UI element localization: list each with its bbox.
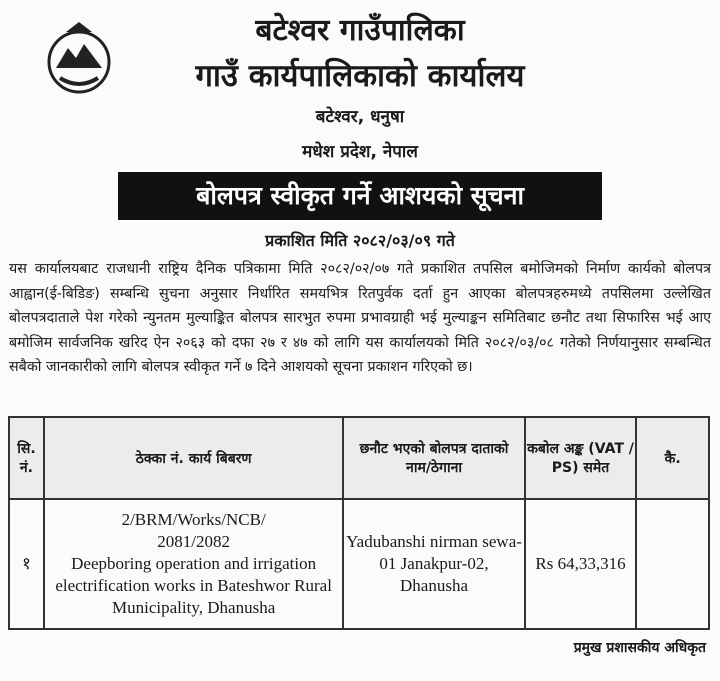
published-date: प्रकाशित मिति २०८२/०३/०९ गते <box>265 231 455 250</box>
table-header-row <box>9 417 709 499</box>
address-line-1: बटेश्वर, धनुषा <box>315 107 405 127</box>
contract-number: 2/BRM/Works/NCB/ 2081/2082 <box>121 510 266 551</box>
notice-body: यस कार्यालयबाट राजधानी राष्ट्रिय दैनिक पत्रिकामा मिति २०८२/०२/०७ गते प्रकाशित तपसिल बमोजिमको निर्माण कार्यको बोलपत्र आह्वान(ई-बिडिङ) सम्बन्धि सुचना अनुसार निर्धारित समयभित्र रितपुर्वक दर्ता हुन आएका बोलपत्रहरुमध्ये तपसिलमा उल्लेखित बोलपत्रदाताले पेश गरेको न्युनतम मुल्याङ्कित बोलपत्र सारभुत रुपमा प्रभावग्राही भई मुल्याङ्कन समितिबाट छनौट तथा सिफारिस भई आए बमोजिम सार्वजनिक खरिद ऐन २०६३ को दफा २७ र ४७ को लागि यस कार्यालयको मिति २०८२/०३/०८ गतेको निर्णयानुसार सम्बन्धित सबैको जानकारीको लागि बोलपत्र स्वीकृत गर्ने ७ दिने आशयको सूचना प्रकाशन गरिएको छ। <box>9 261 711 375</box>
bid-table <box>8 416 710 630</box>
header-bidder: छनौट भएको बोलपत्र दाताको नाम/ठेगाना <box>343 417 524 499</box>
cell-sn: १ <box>9 499 44 629</box>
cell-remarks <box>636 499 709 629</box>
cell-bidder: Yadubanshi nirman sewa-01 Janakpur-02, Dhanusha <box>343 499 524 629</box>
signatory-title: प्रमुख प्रशासकीय अधिकृत <box>573 640 706 656</box>
notice-title-banner: बोलपत्र स्वीकृत गर्ने आशयको सूचना <box>118 172 602 220</box>
table-row <box>9 499 709 629</box>
header-contract: ठेक्का नं. कार्य बिबरण <box>44 417 343 499</box>
header-sn: सि. नं. <box>9 417 44 499</box>
cell-contract <box>44 499 343 629</box>
office-name: गाउँ कार्यपालिकाको कार्यालय <box>195 58 525 94</box>
cell-amount: Rs 64,33,316 <box>525 499 637 629</box>
header-amount: कबोल अङ्क (VAT / PS) समेत <box>525 417 637 499</box>
header-remarks: कै. <box>636 417 709 499</box>
municipality-name: बटेश्वर गाउँपालिका <box>255 13 465 48</box>
address-line-2: मधेश प्रदेश, नेपाल <box>302 142 418 162</box>
work-description: Deepboring operation and irrigation electrification works in Bateshwor Rural Municipality, Dhanusha <box>55 554 332 617</box>
